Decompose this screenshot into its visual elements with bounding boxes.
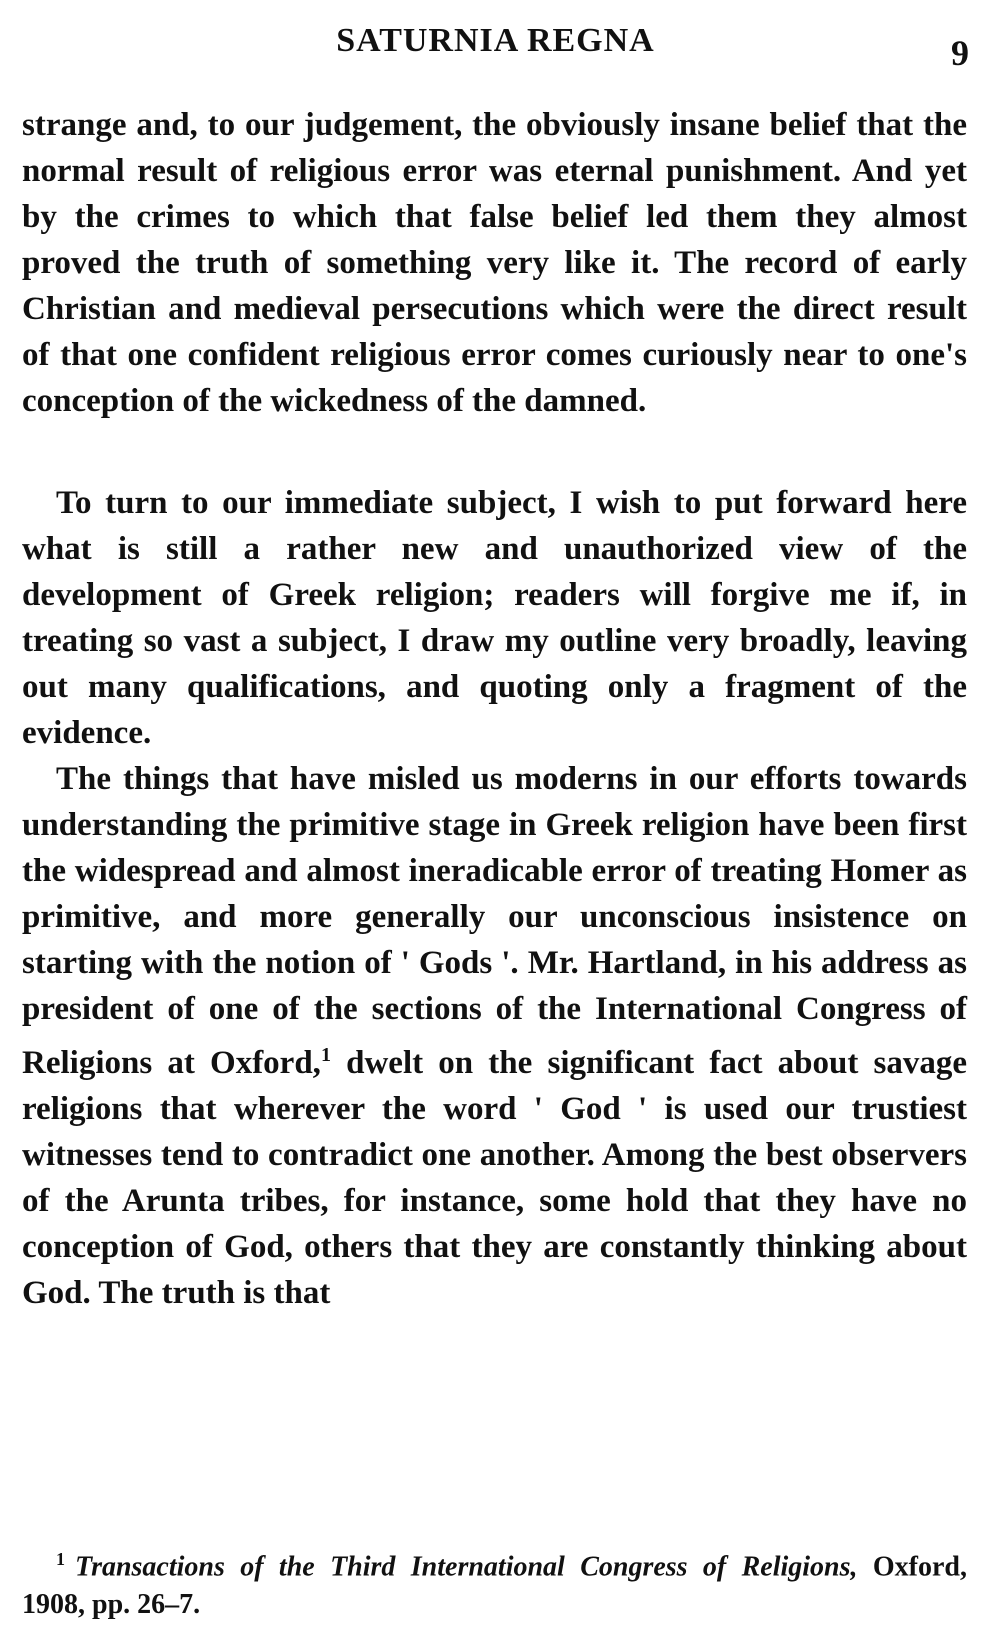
body-text	[22, 102, 967, 1316]
page-number: 9	[951, 33, 969, 73]
running-head	[0, 22, 991, 72]
footnote-mark: 1	[56, 1549, 65, 1569]
footnote-reference: 1	[320, 1044, 331, 1066]
paragraph-misled-moderns	[22, 756, 967, 1316]
paragraph-text-before-note: The things that have misled us moderns in our efforts towards understanding the primitive stage in Greek religion have been first the widespread and almost ineradicable error of treating Homer as primitive, and more generally our unconscious insistence on starting with the notion of ' Gods '. Mr. Hartland, in his address as president of one of the sections of the International Congress of Religions at Oxford,	[22, 761, 967, 1081]
paragraph-text-after-note: dwelt on the significant fact about savage religions that wherever the word ' God ' is used our trustiest witnesses tend to contradict one another. Among the best observers of the Arunta tribes, for instance, some hold that they have no conception of God, others that they are constantly thinking about God. The truth is that	[22, 1045, 967, 1311]
footnote-title: Transactions of the Third International Congress of Religions,	[75, 1551, 858, 1583]
footnote	[22, 1540, 967, 1624]
running-title: SATURNIA REGNA	[336, 22, 655, 59]
footnote-citation: Oxford, 1908, pp. 26–7.	[22, 1551, 967, 1621]
paragraph-immediate-subject: To turn to our immediate subject, I wish to put forward here what is still a rather new and unauthorized view of the development of Greek religion; readers will forgive me if, in treating so vast a subject, I draw my outline very broadly, leaving out many qualifications, and quoting only a fragment of the evidence.	[22, 485, 967, 751]
paragraph-continuation: strange and, to our judgement, the obviously insane belief that the normal result of religious error was eternal punishment. And yet by the crimes to which that false belief led them they almost proved the truth of something very like it. The record of early Christian and medieval persecutions which were the direct result of that one confident religious error comes curiously near to one's conception of the wickedness of the damned.	[22, 107, 967, 419]
